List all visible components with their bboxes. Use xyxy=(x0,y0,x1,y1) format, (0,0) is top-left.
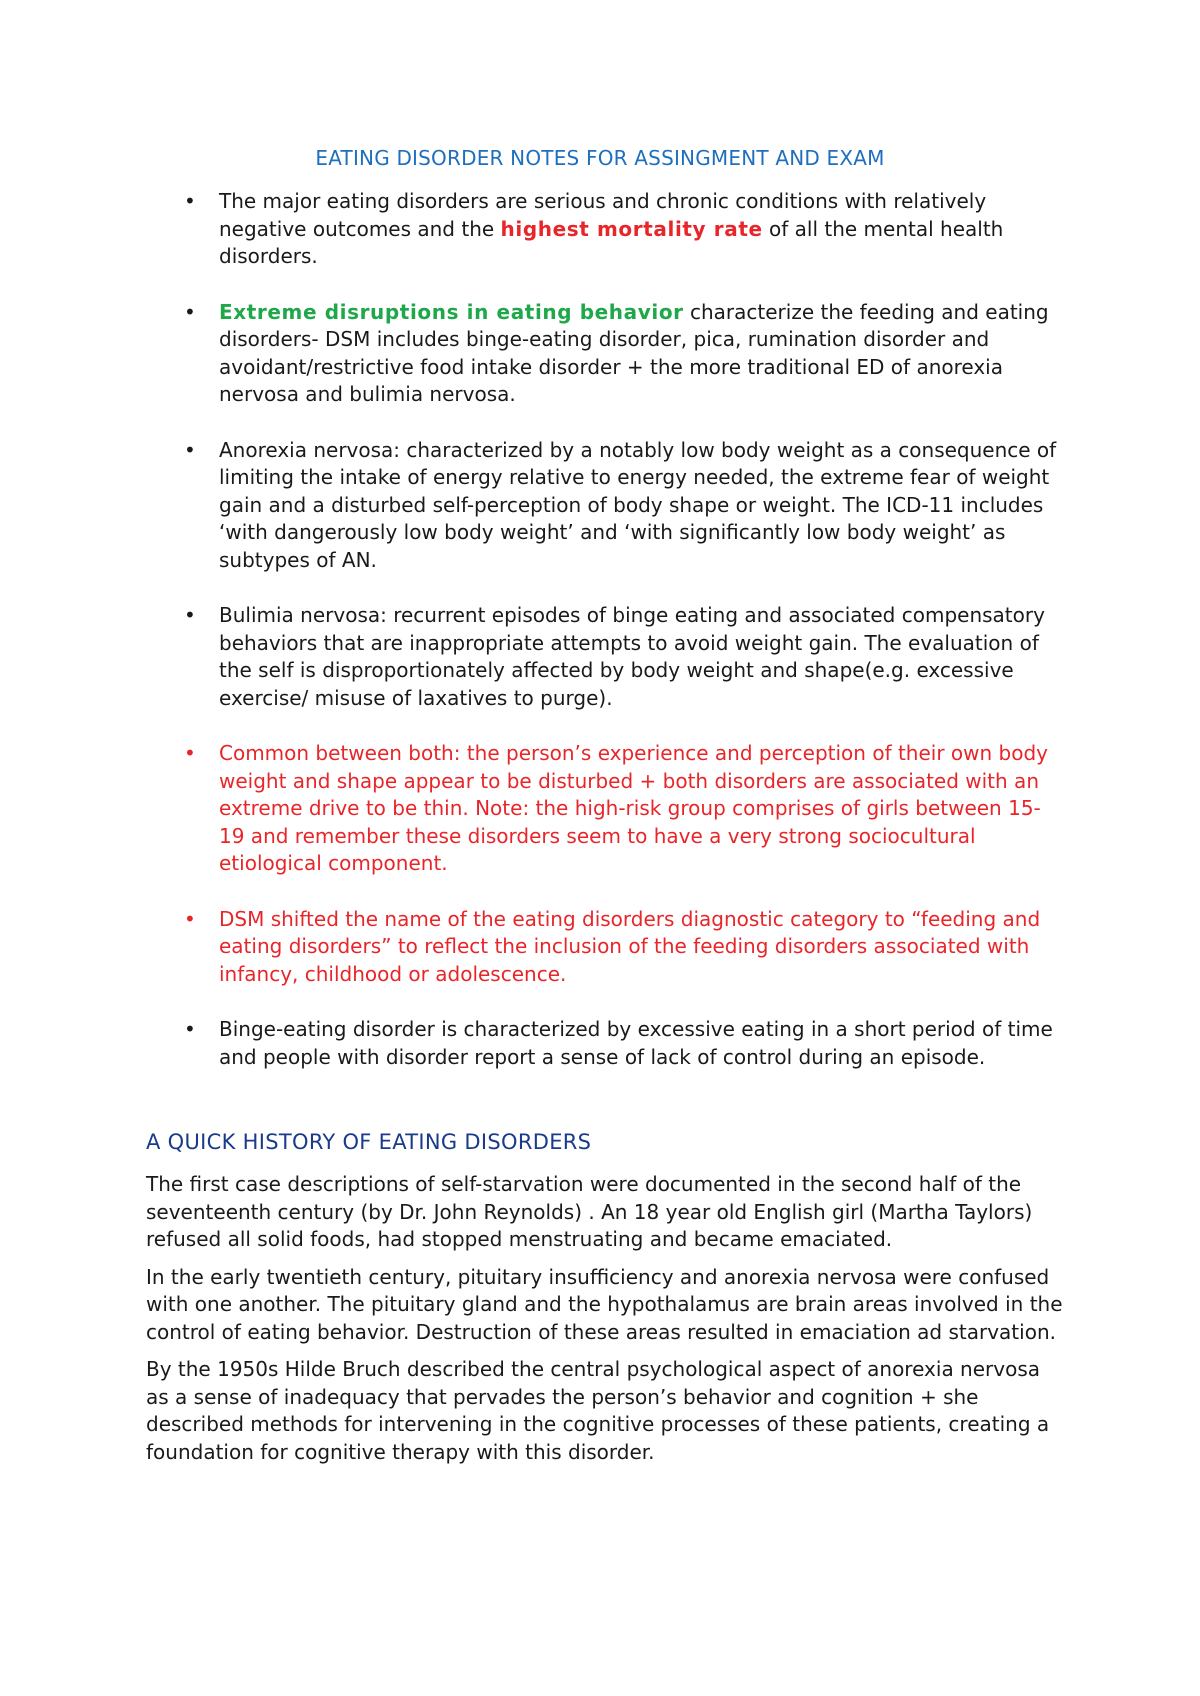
bullet-item xyxy=(184,1016,1064,1071)
bullet-text: Anorexia nervosa: characterized by a notably low body weight as a consequence of limiting the intake of energy relative to energy needed, the extreme fear of weight gain and a disturbed self-perception of body shape or weight. The ICD-11 includes ‘with dangerously low body weight’ and ‘with significantly low body weight’ as subtypes of AN. xyxy=(219,437,1057,572)
bullet-item xyxy=(184,437,1064,575)
paragraph: The first case descriptions of self-starvation were documented in the second half of the seventeenth century (by Dr. John Reynolds) . An 18 year old English girl (Martha Taylors) refused all solid foods, had stopped menstruating and became emaciated. xyxy=(146,1172,1033,1251)
document-title: EATING DISORDER NOTES FOR ASSINGMENT AND EXAM xyxy=(315,146,885,170)
bullet-item xyxy=(184,602,1064,712)
bullet-text: DSM shifted the name of the eating disorders diagnostic category to “feeding and eating disorders” to reflect the inclusion of the feeding disorders associated with infancy, childhood or adolescence. xyxy=(219,906,1041,986)
bullet-text: of all the mental health disorders. xyxy=(219,216,1004,268)
bullet-text: characterize the feeding and eating disorders- DSM includes binge-eating disorder, pica, rumination disorder and avoidant/restrictive food intake disorder + the more traditional ED of anorexia nervosa and bulimia nervosa. xyxy=(219,299,1049,406)
bullet-text: Bulimia nervosa: recurrent episodes of binge eating and associated compensatory behaviors that are inappropriate attempts to avoid weight gain. The evaluation of the self is disproportionately affected by body weight and shape(e.g. excessive exercise/ misuse of laxatives to purge). xyxy=(219,603,1045,710)
paragraph: In the early twentieth century, pituitary insufficiency and anorexia nervosa were confused with one another. The pituitary gland and the hypothalamus are brain areas involved in the control of eating behavior. Destruction of these areas resulted in emaciation ad starvation. xyxy=(146,1264,1063,1344)
bullet-item xyxy=(184,299,1064,409)
bullet-text: The major eating disorders are serious and chronic conditions with relatively negative outcomes and the xyxy=(219,189,987,241)
bullet-item-highlighted xyxy=(184,740,1064,878)
highlight-mortality-rate: highest mortality rate xyxy=(500,216,763,241)
bullet-item xyxy=(184,188,1064,271)
bullet-item-highlighted xyxy=(184,906,1064,989)
paragraph: By the 1950s Hilde Bruch described the central psychological aspect of anorexia nervosa as a sense of inadequacy that pervades the person’s behavior and cognition + she described methods for intervening in the cognitive processes of these patients, creating a foundation for cognitive therapy with this disorder. xyxy=(146,1357,1050,1464)
highlight-extreme-disruptions: Extreme disruptions in eating behavior xyxy=(219,299,684,324)
bullet-text: Common between both: the person’s experience and perception of their own body weight and shape appear to be disturbed + both disorders are associated with an extreme drive to be thin. Note: the high-risk group comprises of girls between 15-19 and remember these disorders seem to have a very strong sociocultural etiological component. xyxy=(219,741,1049,875)
bullet-text: Binge-eating disorder is characterized by excessive eating in a short period of time and people with disorder report a sense of lack of control during an episode. xyxy=(219,1017,1053,1069)
notes-bullet-list xyxy=(184,188,1064,1099)
history-section-heading: A QUICK HISTORY OF EATING DISORDERS xyxy=(146,1130,592,1154)
history-section-body xyxy=(146,1171,1066,1476)
